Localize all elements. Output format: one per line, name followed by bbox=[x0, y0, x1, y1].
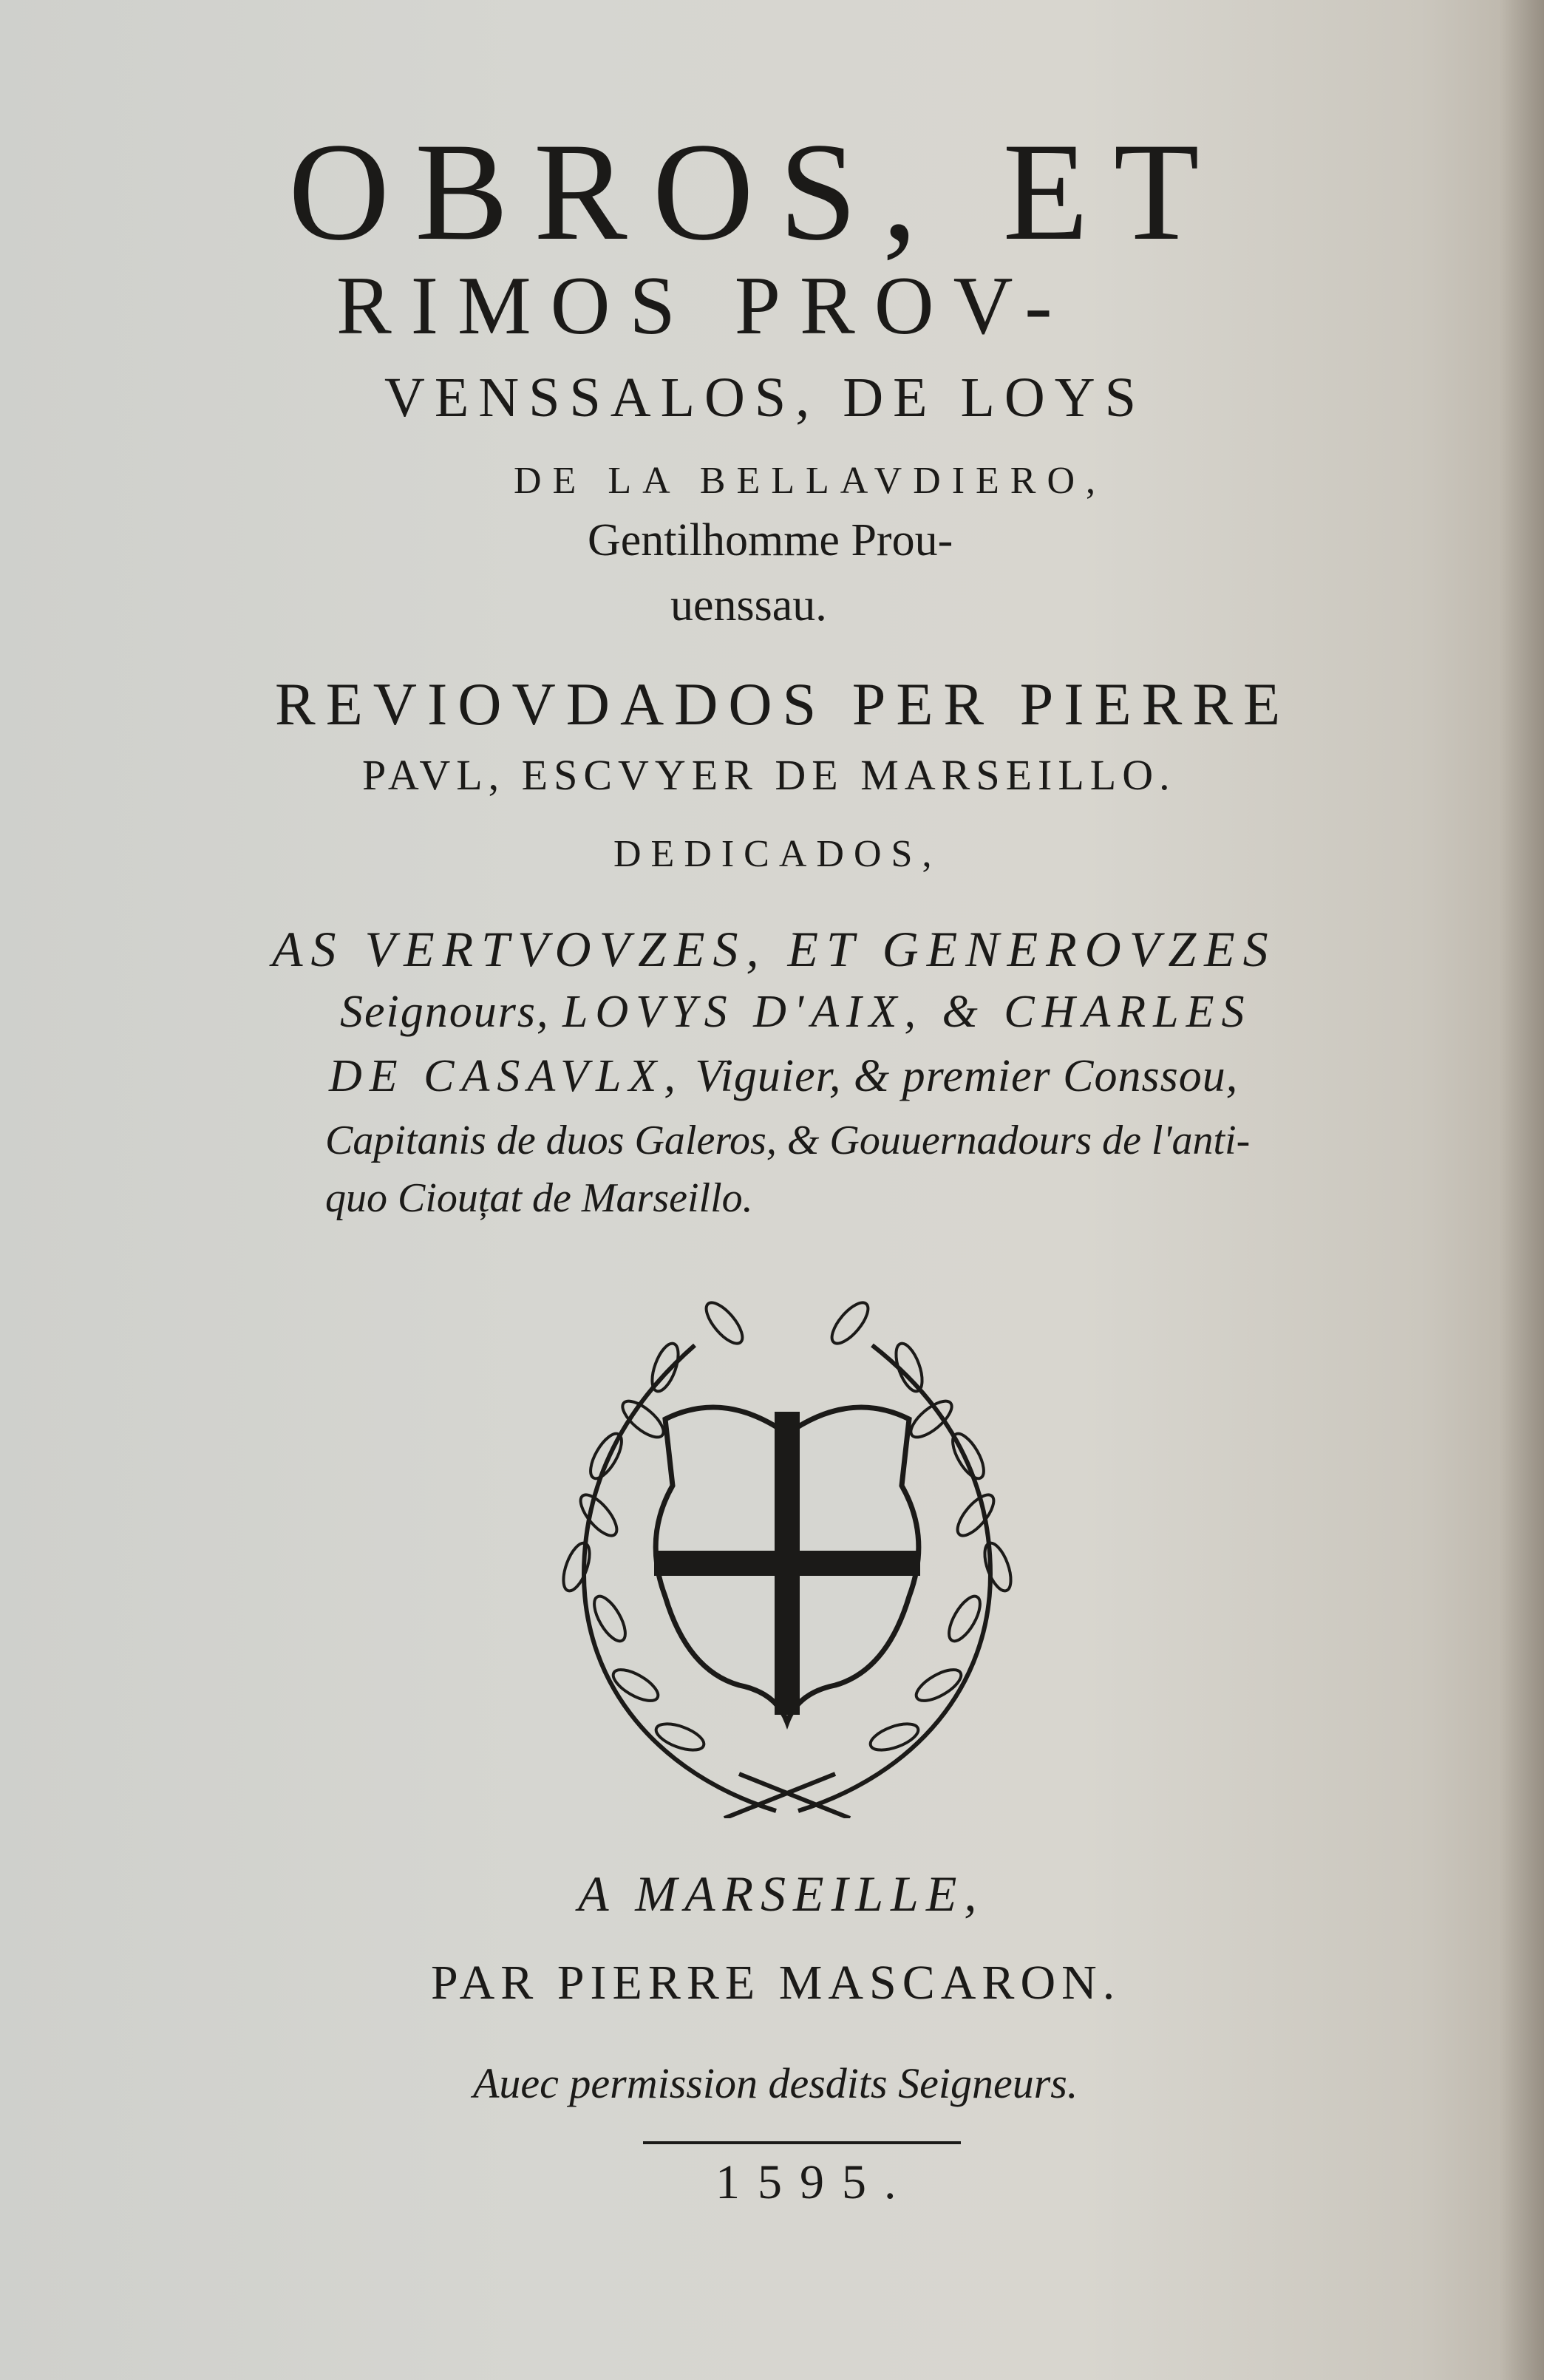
dedication-line-3 bbox=[329, 1053, 1238, 1099]
title-line-2: RIMOS PROV- bbox=[336, 260, 1072, 352]
coat-of-arms-emblem bbox=[554, 1301, 1020, 1818]
editor-line-1: REVIOVDADOS PER PIERRE bbox=[275, 670, 1291, 738]
dedication-line-3-b: Viguier, & premier Conssou, bbox=[695, 1051, 1239, 1101]
author-title-line-1: Gentilhomme Prou- bbox=[588, 515, 953, 565]
imprint-permission: Auec permission desdits Seigneurs. bbox=[473, 2059, 1078, 2107]
title-line-1: OBROS, ET bbox=[288, 115, 1225, 270]
author-name-line: DE LA BELLAVDIERO, bbox=[514, 460, 1107, 502]
dedication-line-2-b: LOVYS D'AIX, & CHARLES bbox=[562, 987, 1252, 1037]
dedication-line-4: Capitanis de duos Galeros, & Gouuernadours de l'anti- bbox=[325, 1118, 1251, 1163]
title-line-3: VENSSALOS, DE LOYS bbox=[384, 367, 1146, 429]
dedication-line-5: quo Ciouțat de Marseillo. bbox=[325, 1175, 753, 1221]
dedication-line-3-a: DE CASAVLX, bbox=[329, 1051, 683, 1101]
imprint-rule bbox=[643, 2141, 961, 2144]
dedication-line-1: AS VERTVOVZES, ET GENEROVZES bbox=[272, 921, 1276, 977]
dedication-line-2-a: Seignours, bbox=[340, 987, 550, 1037]
editor-line-2: PAVL, ESCVYER DE MARSEILLO. bbox=[362, 751, 1176, 799]
dedication-line-2 bbox=[340, 989, 1252, 1035]
dedication-heading: DEDICADOS, bbox=[613, 833, 942, 875]
imprint-year: 1595. bbox=[715, 2155, 914, 2209]
author-title-line-2: uenssau. bbox=[670, 580, 827, 630]
page-edge-shadow bbox=[1500, 0, 1544, 2380]
imprint-place: A MARSEILLE, bbox=[578, 1866, 984, 1922]
imprint-printer: PAR PIERRE MASCARON. bbox=[431, 1956, 1121, 2010]
